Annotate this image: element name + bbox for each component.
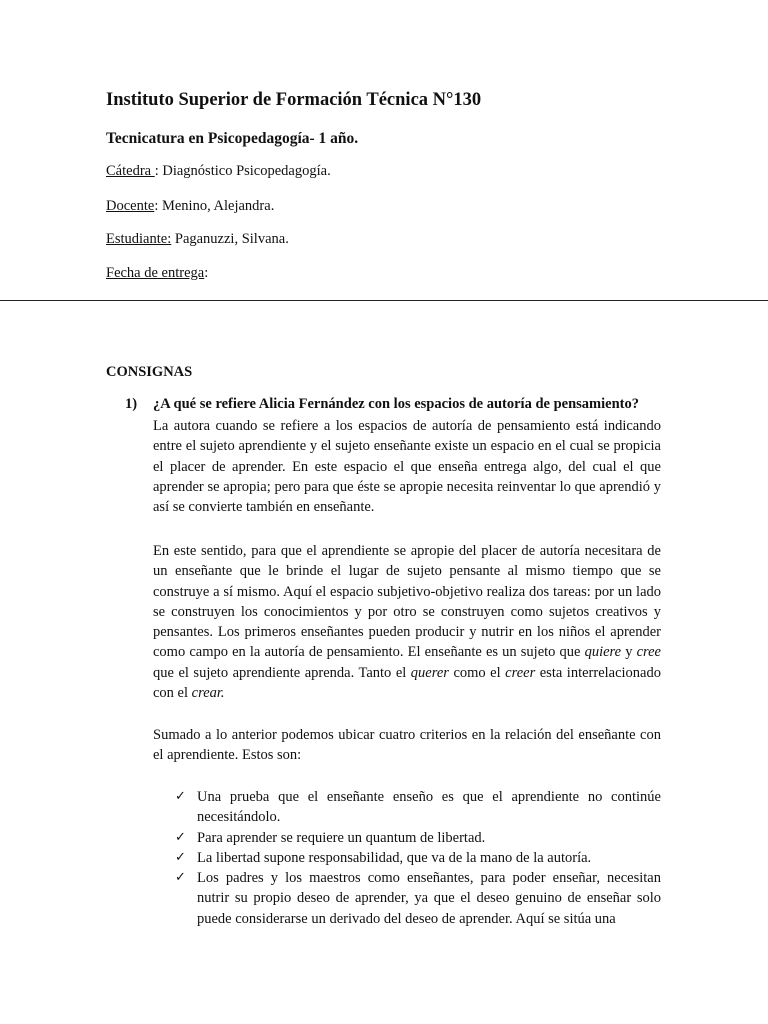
criteria-list [175,787,661,929]
catedra-line [106,163,331,180]
checkmark-icon: ✓ [175,870,186,886]
docente-line [106,198,274,215]
word-querer: querer [410,664,449,681]
criteria-item [175,787,661,828]
checkmark-icon: ✓ [175,849,186,865]
checkmark-icon: ✓ [175,829,186,845]
catedra-value: : Diagnóstico Psicopedagogía. [154,163,331,179]
criteria-item [175,848,661,868]
header-divider [0,300,768,301]
paragraph-2-text-b: y [621,644,637,661]
word-cree: cree [636,644,661,661]
question-1 [125,396,665,413]
paragraph-2 [153,541,661,703]
estudiante-value: Paganuzzi, Silvana. [171,231,289,247]
criteria-item [175,868,661,929]
paragraph-2-text-e: esta interrelacionado con el [153,664,661,702]
word-crear: crear. [191,685,225,702]
course-subtitle: Tecnicatura en Psicopedagogía- 1 año. [106,130,359,147]
word-creer: creer [505,664,536,681]
section-heading: CONSIGNAS [106,364,193,380]
question-number: 1) [125,396,138,412]
criteria-item [175,828,661,848]
fecha-value: : [204,265,209,281]
fecha-label: Fecha de entrega [106,265,205,281]
criteria-text: Para aprender se requiere un quantum de libertad. [197,829,486,846]
docente-value: : Menino, Alejandra. [154,198,275,214]
criteria-text: La libertad supone responsabilidad, que va de la mano de la autoría. [197,849,592,866]
estudiante-label: Estudiante: [106,231,172,247]
docente-label: Docente [106,198,155,214]
paragraph-2-text-d: como el [448,664,506,681]
paragraph-2-text-c: que el sujeto aprendiente aprenda. Tanto el [153,664,411,681]
question-text: ¿A qué se refiere Alicia Fernández con los espacios de autoría de pensamiento? [153,396,639,412]
word-quiere: quiere [584,644,622,661]
fecha-line [106,265,208,282]
paragraph-3: Sumado a lo anterior podemos ubicar cuatro criterios en la relación del enseñante con el aprendiente. Estos son: [153,727,661,764]
criteria-text: Los padres y los maestros como enseñantes, para poder enseñar, necesitan nutrir su propio deseo de aprender, ya que el deseo genuino de enseñar solo puede considerarse un derivado del deseo de aprender. Aquí se sitúa una [197,870,661,927]
criteria-text: Una prueba que el enseñante enseño es que el aprendiente no continúe necesitándolo. [197,789,661,826]
institute-title: Instituto Superior de Formación Técnica N°130 [106,90,482,110]
paragraph-1: La autora cuando se refiere a los espacios de autoría de pensamiento está indicando entre el sujeto aprendiente y el sujeto enseñante existe un espacio en el cual se propicia el placer de aprender. En este espacio el que enseña entrega algo, del cual el que aprender se apropia; pero para que éste se apropie necesita reinventar lo que aprendió y así se convierte también en enseñante. [153,418,661,516]
checkmark-icon: ✓ [175,789,186,804]
paragraph-2-text-a: En este sentido, para que el aprendiente se apropie del placer de autoría necesitara de un enseñante que le brinde el lugar de sujeto pensante al mismo tiempo que se construye a sí mismo. Aquí el espacio subjetivo-objetivo realiza dos tareas: por un lado se construyen los conocimientos y por otro se construyen como sujetos creativos y pensantes. Los primeros enseñantes pueden producir y nutrir en los niños el aprender como campo en la autoría de pensamiento. El enseñante es un sujeto que [153,543,661,661]
catedra-label: Cátedra [106,163,155,179]
estudiante-line [106,231,289,248]
